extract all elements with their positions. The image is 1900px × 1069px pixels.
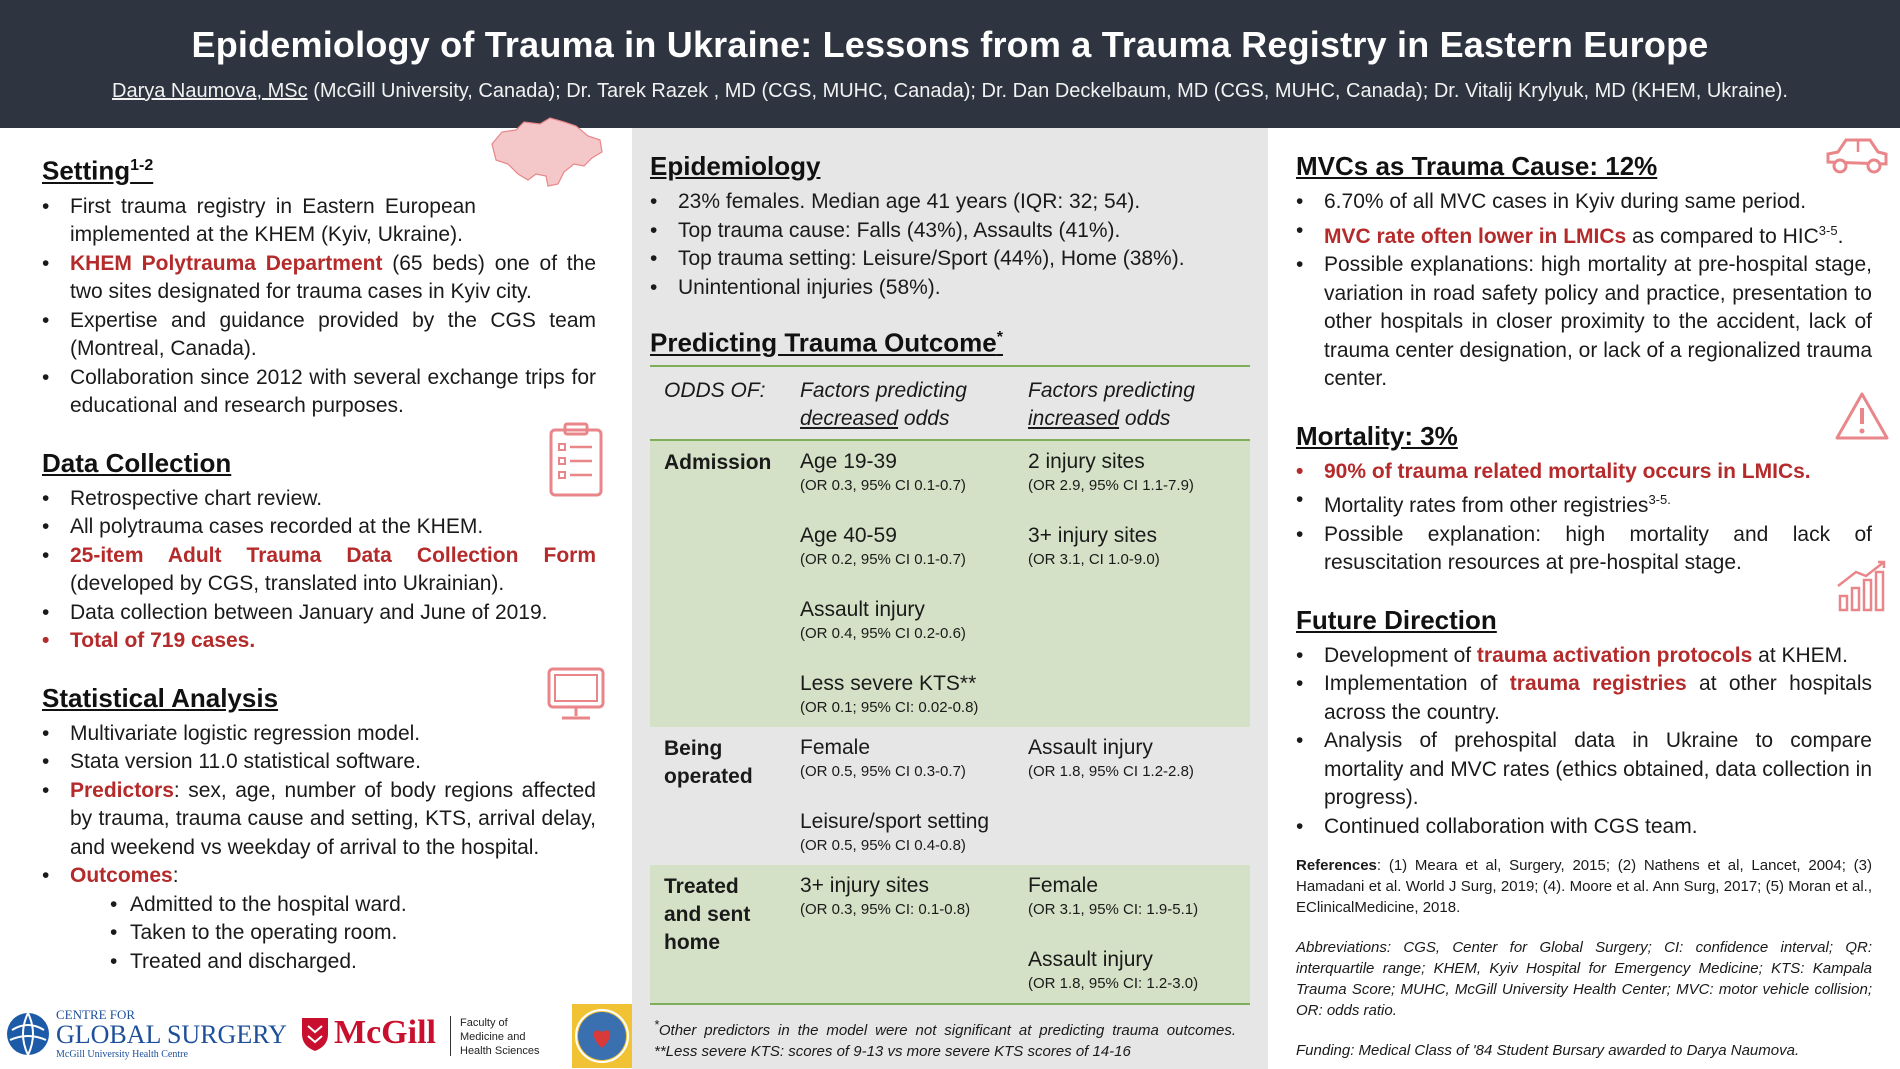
list-item: • Outcomes: bbox=[42, 862, 596, 891]
list-item: • Collaboration since 2012 with several exchange trips for educational and research purposes. bbox=[42, 364, 596, 421]
list-item: • 25-item Adult Trauma Data Collection Form(developed by CGS, translated into Ukrainian). bbox=[42, 542, 596, 599]
list-item: • Implementation of trauma registries at other hospitals across the country. bbox=[1296, 670, 1872, 727]
decreased-header: Factors predicting decreased odds bbox=[786, 366, 1014, 440]
list-item: • Predictors: sex, age, number of body regions affected by trauma, trauma cause and setting, KTS, arrival delay, and weekend vs weekday of arrival to the hospital. bbox=[42, 777, 596, 863]
list-item: • Development of trauma activation protocols at KHEM. bbox=[1296, 642, 1872, 671]
table-footnote: *Other predictors in the model were not significant at predicting trauma outcomes. **Less severe KTS: scores of 9-13 vs more severe KTS scores of 14-16 bbox=[650, 1003, 1250, 1062]
list-item: • Treated and discharged. bbox=[42, 948, 596, 977]
mcgill-crest-icon bbox=[300, 1016, 330, 1052]
car-icon bbox=[1822, 132, 1892, 178]
row-label: Being operated bbox=[650, 727, 786, 865]
list-item: • 90% of trauma related mortality occurs in LMICs. bbox=[1296, 458, 1872, 487]
list-item: • 6.70% of all MVC cases in Kyiv during same period. bbox=[1296, 188, 1872, 217]
list-item: • First trauma registry in Eastern European implemented at the KHEM (Kyiv, Ukraine). bbox=[42, 193, 596, 250]
list-item: • Unintentional injuries (58%). bbox=[650, 274, 1250, 303]
future-direction-list bbox=[1296, 642, 1872, 842]
cgs-logo: CENTRE FOR GLOBAL SURGERY McGill University Health Centre bbox=[56, 1007, 287, 1060]
list-item: • Multivariate logistic regression model. bbox=[42, 720, 596, 749]
data-collection-list bbox=[42, 485, 596, 656]
list-item: • Continued collaboration with CGS team. bbox=[1296, 813, 1872, 842]
list-item: • Top trauma cause: Falls (43%), Assaults (41%). bbox=[650, 217, 1250, 246]
mvc-list bbox=[1296, 188, 1872, 394]
references: References: (1) Meara et al, Surgery, 2015; (2) Nathens et al, Lancet, 2004; (3) Hamadani et al. World J Surg, 2019; (4). Moore et al. Ann Surg, 2017; (5) Moran et al., EClinicalMedicine, 2018. bbox=[1296, 857, 1872, 916]
warning-icon bbox=[1834, 390, 1890, 442]
table-header-row bbox=[650, 366, 1250, 440]
list-item: • Expertise and guidance provided by the CGS team (Montreal, Canada). bbox=[42, 307, 596, 364]
funding: Funding: Medical Class of '84 Student Bursary awarded to Darya Naumova. bbox=[1296, 1042, 1800, 1059]
author-line bbox=[0, 80, 1900, 103]
odds-of-header: ODDS OF: bbox=[650, 366, 786, 440]
decreased-cell: 3+ injury sites (OR 0.3, 95% CI: 0.1-0.8) bbox=[786, 865, 1014, 1003]
decreased-cell: Female (OR 0.5, 95% CI 0.3-0.7) Leisure/sport setting (OR 0.5, 95% CI 0.4-0.8) bbox=[786, 727, 1014, 865]
setting-list bbox=[42, 193, 596, 421]
mcgill-logo: McGill bbox=[334, 1014, 436, 1051]
globe-logo-icon bbox=[4, 1010, 52, 1058]
abbreviations: Abbreviations: CGS, Center for Global Surgery; CI: confidence interval; QR: interquartile range; KHEM, Kyiv Hospital for Emergency Medicine; KTS: Kampala Trauma Score; MUHC, McGill University Health Center; MVC: motor vehicle collision; OR: odds ratio. bbox=[1296, 939, 1872, 1019]
increased-cell: 2 injury sites (OR 2.9, 95% CI 1.1-7.9) 3+ injury sites (OR 3.1, CI 1.0-9.0) bbox=[1014, 440, 1250, 727]
mortality-title: Mortality: 3% bbox=[1296, 420, 1458, 451]
statistical-analysis-list bbox=[42, 720, 596, 977]
table-row bbox=[650, 440, 1250, 727]
list-item: • Top trauma setting: Leisure/Sport (44%), Home (38%). bbox=[650, 245, 1250, 274]
table-row bbox=[650, 727, 1250, 865]
epidemiology-title: Epidemiology bbox=[650, 151, 821, 181]
increased-cell: Assault injury (OR 1.8, 95% CI 1.2-2.8) bbox=[1014, 727, 1250, 865]
growth-chart-icon bbox=[1834, 560, 1890, 612]
data-collection-title: Data Collection bbox=[42, 447, 232, 478]
list-item: • Data collection between January and June of 2019. bbox=[42, 599, 596, 628]
first-author: Darya Naumova, MSc bbox=[112, 80, 308, 102]
list-item: • KHEM Polytrauma Department (65 beds) one of the two sites designated for trauma cases in Kyiv city. bbox=[42, 250, 596, 307]
right-column bbox=[1268, 128, 1900, 1069]
list-item: • Taken to the operating room. bbox=[42, 919, 596, 948]
list-item: • Stata version 11.0 statistical software. bbox=[42, 748, 596, 777]
list-item: • Possible explanation: high mortality and lack of resuscitation resources at pre-hospital stage. bbox=[1296, 521, 1872, 578]
ukraine-map-icon bbox=[488, 114, 606, 194]
table-row bbox=[650, 865, 1250, 1003]
authors-rest: (McGill University, Canada); Dr. Tarek Razek , MD (CGS, MUHC, Canada); Dr. Dan Deckelbaum, MD (CGS, MUHC, Canada); Dr. Vitalij Krylyuk, MD (KHEM, Ukraine). bbox=[307, 80, 1788, 102]
decreased-cell: Age 19-39 (OR 0.3, 95% CI 0.1-0.7) Age 40-59 (OR 0.2, 95% CI 0.1-0.7) Assault injury (OR 0.4, 95% CI 0.2-0.6) Less severe KTS** (OR 0.1; 95% CI: 0.02-0.8) bbox=[786, 440, 1014, 727]
list-item: • 23% females. Median age 41 years (IQR: 32; 54). bbox=[650, 188, 1250, 217]
list-item: • Total of 719 cases. bbox=[42, 627, 596, 656]
predictors-table bbox=[650, 365, 1250, 1003]
list-item: • MVC rate often lower in LMICs as compared to HIC$^{3-5}$. bbox=[1296, 217, 1872, 252]
row-label: Treated and sent home bbox=[650, 865, 786, 1003]
setting-title: Setting$^{1-2}$ bbox=[42, 155, 154, 186]
mvc-title: MVCs as Trauma Cause: 12% bbox=[1296, 151, 1658, 181]
logo-bar bbox=[0, 1000, 632, 1069]
khem-emblem-icon bbox=[572, 1004, 632, 1068]
predicting-title: Predicting Trauma Outcome* bbox=[650, 327, 1003, 358]
statistical-analysis-title: Statistical Analysis bbox=[42, 682, 279, 713]
list-item: • Retrospective chart review. bbox=[42, 485, 596, 514]
middle-column bbox=[632, 128, 1268, 1069]
left-column bbox=[0, 128, 632, 1069]
list-item: • Admitted to the hospital ward. bbox=[42, 891, 596, 920]
poster-title: Epidemiology of Trauma in Ukraine: Lessons from a Trauma Registry in Eastern Europe bbox=[191, 24, 1709, 65]
list-item: • Analysis of prehospital data in Ukraine to compare mortality and MVC rates (ethics obtained, data collection in progress). bbox=[1296, 727, 1872, 813]
faculty-logo: Faculty of Medicine and Health Sciences bbox=[460, 1017, 540, 1057]
epidemiology-list bbox=[650, 188, 1250, 302]
increased-header: Factors predicting increased odds bbox=[1014, 366, 1250, 440]
list-item: • Mortality rates from other registries$^{3-5.}$ bbox=[1296, 486, 1872, 521]
poster-header bbox=[0, 0, 1900, 128]
references-block bbox=[1296, 855, 1872, 1061]
increased-cell: Female (OR 3.1, 95% CI: 1.9-5.1) Assault injury (OR 1.8, 95% CI: 1.2-3.0) bbox=[1014, 865, 1250, 1003]
list-item: • All polytrauma cases recorded at the KHEM. bbox=[42, 513, 596, 542]
future-direction-title: Future Direction bbox=[1296, 604, 1497, 635]
monitor-icon bbox=[546, 666, 606, 722]
mortality-list bbox=[1296, 458, 1872, 578]
row-label: Admission bbox=[650, 440, 786, 727]
list-item: • Possible explanations: high mortality at pre-hospital stage, variation in road safety policy and practice, presentation to other hospitals in closer proximity to the accident, lack of trauma center designation, or lack of a regionalized trauma center. bbox=[1296, 251, 1872, 394]
